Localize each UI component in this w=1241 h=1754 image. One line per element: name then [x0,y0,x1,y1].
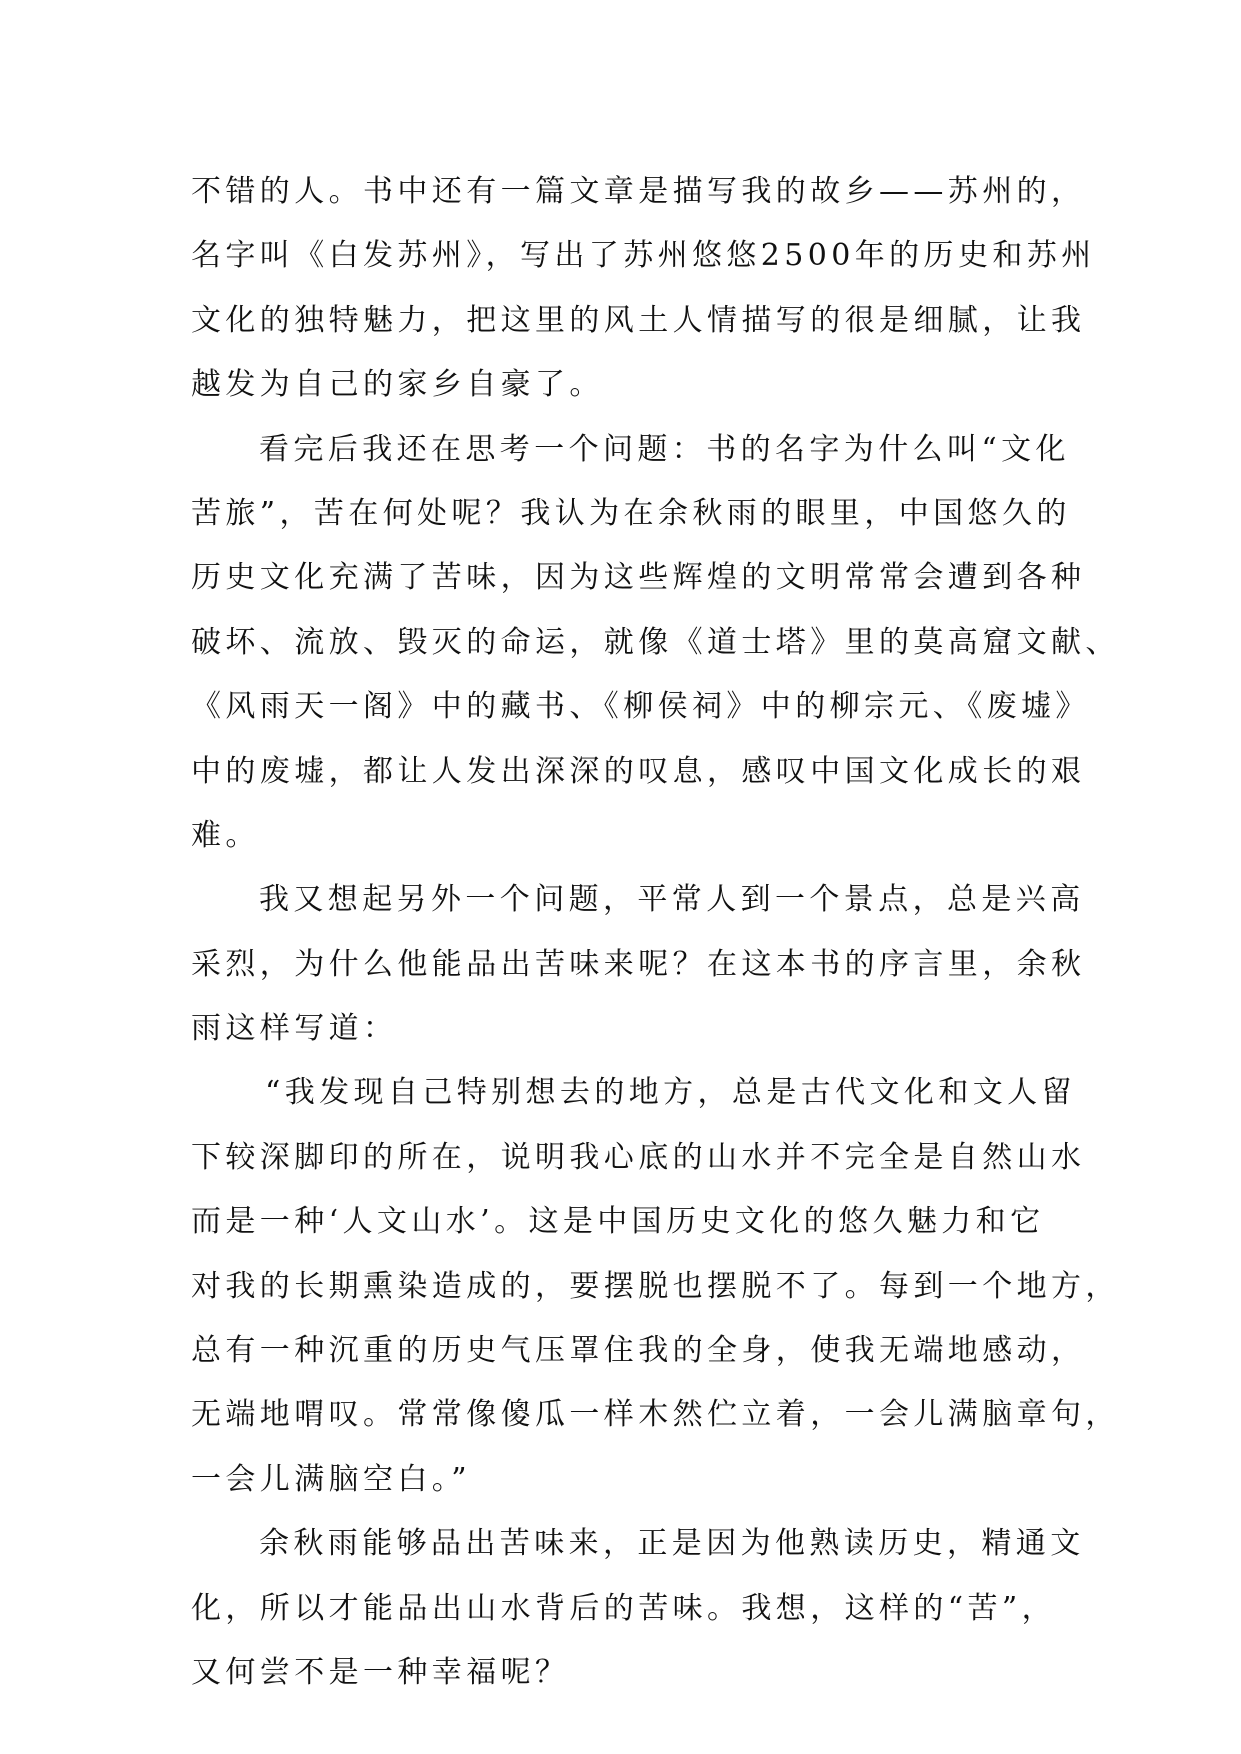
text-line: 不错的人。书中还有一篇文章是描写我的故乡——苏州的， [191,174,1086,209]
quote-line: 而是一种‘人文山水’。这是中国历史文化的悠久魅力和它 [191,1204,1045,1240]
text-line: 《风雨天一阁》中的藏书、《柳侯祠》中的柳宗元、《废墟》 [191,689,1090,725]
text-line: 化，所以才能品出山水背后的苦味。我想，这样的“苦”， [191,1590,1057,1626]
text-line: 采烈，为什么他能品出苦味来呢？在这本书的序言里，余秋 [191,946,1086,982]
text-line: 看完后我还在思考一个问题：书的名字为什么叫“文化 [259,431,1070,467]
quote-line: 对我的长期熏染造成的，要摆脱也摆脱不了。每到一个地方， [191,1268,1120,1304]
document-body [191,160,1120,1705]
text-line: 余秋雨能够品出苦味来，正是因为他熟读历史，精通文 [259,1526,1085,1562]
quote-line: 无端地喟叹。常常像傻瓜一样木然伫立着，一会儿满脑章句， [191,1397,1120,1433]
text-line: 越发为自己的家乡自豪了。 [191,367,604,403]
text-line: 我又想起另外一个问题，平常人到一个景点，总是兴高 [259,882,1085,918]
text-line: 历史文化充满了苦味，因为这些辉煌的文明常常会遭到各种 [191,560,1086,596]
text-line: 又何尝不是一种幸福呢？ [191,1654,570,1690]
text-line: 破坏、流放、毁灭的命运，就像《道士塔》里的莫高窟文献、 [191,624,1120,660]
text-line: 中的废墟，都让人发出深深的叹息，感叹中国文化成长的艰 [191,753,1086,789]
quote-line: 下较深脚印的所在，说明我心底的山水并不完全是自然山水 [191,1139,1086,1175]
quote-line: 总有一种沉重的历史气压罩住我的全身，使我无端地感动， [191,1333,1086,1369]
quote-line: “我发现自己特别想去的地方，总是古代文化和文人留 [265,1075,1076,1111]
quote-line: 一会儿满脑空白。” [191,1461,471,1497]
text-line: 雨这样写道： [191,1011,398,1047]
text-line: 文化的独特魅力，把这里的风土人情描写的很是细腻，让我 [191,302,1086,338]
text-line: 苦旅”，苦在何处呢？我认为在余秋雨的眼里，中国悠久的 [191,495,1071,531]
text-line: 难。 [191,817,260,853]
text-line: 名字叫《白发苏州》，写出了苏州悠悠2500年的历史和苏州 [191,238,1096,274]
